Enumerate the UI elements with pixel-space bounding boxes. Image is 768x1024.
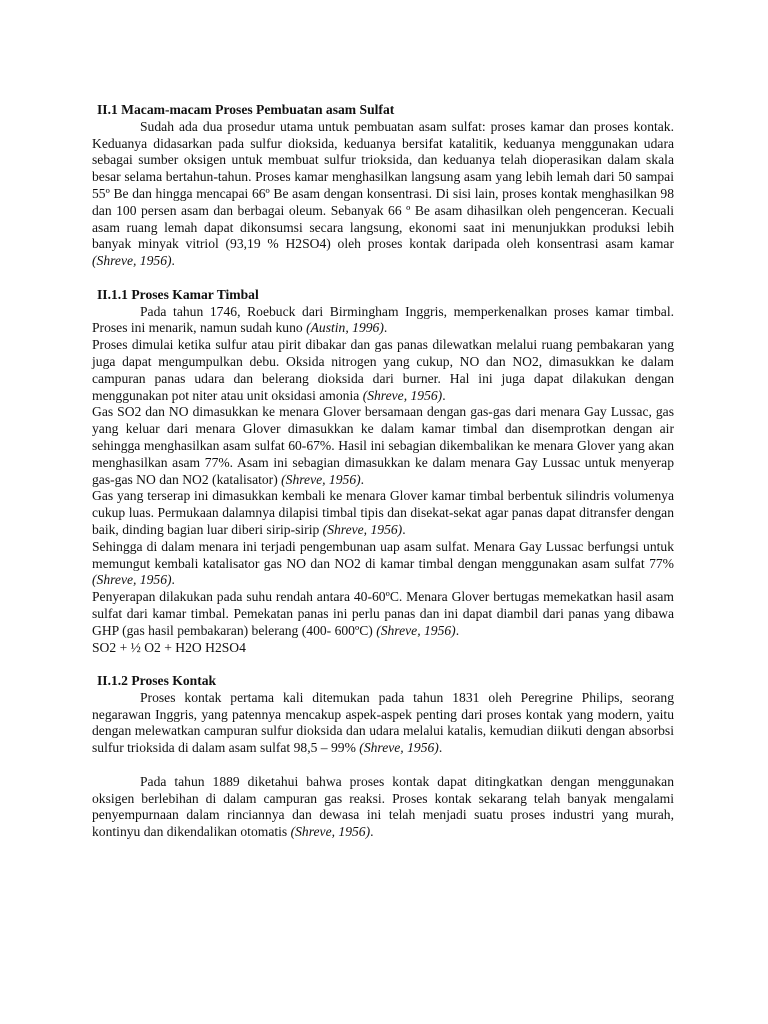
section-heading-macam-macam-proses: II.1 Macam-macam Proses Pembuatan asam Sulfat [97, 102, 395, 117]
citation: (Shreve, 1956) [322, 521, 403, 537]
paragraph-kontak-history [92, 690, 674, 757]
citation: (Shreve, 1956) [281, 471, 361, 487]
paragraph-kontak-improvement [92, 774, 674, 841]
citation: (Shreve, 1956) [362, 387, 443, 403]
citation: (Austin, 1996) [306, 320, 384, 336]
period: . [438, 740, 443, 756]
reaction-equation: SO2 + ½ O2 + H2O H2SO4 [92, 639, 246, 655]
citation: (Shreve, 1956) [290, 824, 371, 840]
paragraph-text: Proses kontak pertama kali ditemukan pada tahun 1831 oleh Peregrine Philips, seorang negarawan Inggris, yang patennya mencakup aspek-aspek penting dari proses kontak yang modern, yaitu dengan melewatkan campuran sulfur dioksida dan udara melalui katalis, kemudian diikuti dengan absorbsi sulfur trioksida di dalam asam sulfat 98,5 – 99% [92, 689, 674, 756]
period: . [402, 521, 406, 537]
paragraph-text: Proses dimulai ketika sulfur atau pirit dibakar dan gas panas dilewatkan melalui ruang pembakaran yang juga dapat mengumpulkan debu. Oksida nitrogen yang cukup, NO dan NO2, dimasukkan ke dalam campuran panas udara dan belerang dioksida dari burner. Hal ini juga dapat dilakukan dengan menggunakan pot niter atau unit oksidasi amonia [92, 337, 674, 403]
paragraph-text: Penyerapan dilakukan pada suhu rendah antara 40-60ºC. Menara Glover bertugas memekatkan hasil asam sulfat dari kamar timbal. Pemekatan panas ini perlu panas dan ini dapat diambil dari panas yang dibawa GHP (gas hasil pembakaran) belerang (400- 600ºC) [92, 589, 674, 638]
paragraph-text: Gas yang terserap ini dimasukkan kembali ke menara Glover kamar timbal berbentuk silindris volumenya cukup luas. Permukaan dalamnya dilapisi timbal tipis dan disekat-sekat agar panas dapat ditransfer dengan baik, dinding bagian luar diberi sirip-sirip [92, 488, 674, 537]
period: . [171, 572, 175, 588]
section-heading-proses-kontak: II.1.2 Proses Kontak [97, 673, 217, 689]
paragraph-kamar-timbal-history [92, 304, 674, 338]
period: . [442, 387, 446, 403]
paragraph-absorption-temperature [92, 589, 674, 639]
paragraph-intro [92, 119, 674, 270]
period: . [360, 471, 365, 487]
paragraph-text: Pada tahun 1889 diketahui bahwa proses kontak dapat ditingkatkan dengan menggunakan oksigen berlebihan di dalam campuran gas reaksi. Proses kontak sekarang telah banyak mengalami penyempurnaan dalam rinciannya dan dewasa ini telah menjadi suatu proses industri yang murah, kontinyu dan dikendalikan otomatis [92, 773, 674, 840]
document-page [92, 102, 674, 841]
paragraph-text: Sehingga di dalam menara ini terjadi pengembunan uap asam sulfat. Menara Gay Lussac berfungsi untuk memungut kembali katalisator gas NO dan NO2 di kamar timbal dengan menggunakan asam sulfat 77% [92, 538, 674, 571]
spacer [92, 757, 674, 774]
citation: (Shreve, 1956) [92, 572, 172, 588]
citation: (Shreve, 1956) [92, 253, 172, 269]
spacer [92, 270, 674, 287]
citation: (Shreve, 1956) [359, 740, 439, 756]
paragraph-absorbed-gas [92, 488, 674, 538]
section-heading-proses-kamar-timbal: II.1.1 Proses Kamar Timbal [97, 286, 259, 302]
paragraph-text: Sudah ada dua prosedur utama untuk pembuatan asam sulfat: proses kamar dan proses kontak. Keduanya didasarkan pada sulfur dioksida, keduanya bersifat katalitik, keduanya menggunakan udara sebagai sumber oksigen untuk membuat sulfur trioksida, dan keduanya telah dioperasikan dalam skala besar selama bertahun-tahun. Proses kamar menghasilkan langsung asam yang lebih lemah dari 50 sampai 55º Be dan hingga mencapai 66º Be asam dengan konsentrasi. Di sisi lain, proses kontak menghasilkan 98 dan 100 persen asam dan berbagai oleum. Sebanyak 66 º Be asam dihasilkan oleh pengenceran. Kecuali asam ruang lemah dapat dikonsumsi secara langsung, ekonomi saat ini menunjukkan produksi lebih banyak minyak vitriol (93,19 % H2SO4) oleh proses kontak daripada oleh konsentrasi asam kamar [92, 118, 674, 252]
paragraph-kamar-timbal-process [92, 337, 674, 404]
period: . [455, 622, 460, 638]
paragraph-glover-tower [92, 404, 674, 488]
period: . [370, 824, 374, 840]
period: . [383, 320, 388, 336]
spacer [92, 656, 674, 673]
citation: (Shreve, 1956) [376, 622, 456, 638]
paragraph-text: Gas SO2 dan NO dimasukkan ke menara Glover bersamaan dengan gas-gas dari menara Gay Lussac, gas yang keluar dari menara Glover dimasukkan ke dalam kamar timbal dan disemprotkan dengan air sehingga menghasilkan asam sulfat 60-67%. Hasil ini sebagian dikembalikan ke menara Glover yang akan menghasilkan asam 77%. Asam ini sebagian dimasukkan ke dalam menara Gay Lussac untuk menyerap gas-gas NO dan NO2 (katalisator) [92, 404, 674, 487]
period: . [171, 253, 175, 269]
paragraph-text: Pada tahun 1746, Roebuck dari Birmingham Inggris, memperkenalkan proses kamar timbal. Proses ini menarik, namun sudah kuno [92, 303, 674, 336]
paragraph-gay-lussac [92, 539, 674, 589]
